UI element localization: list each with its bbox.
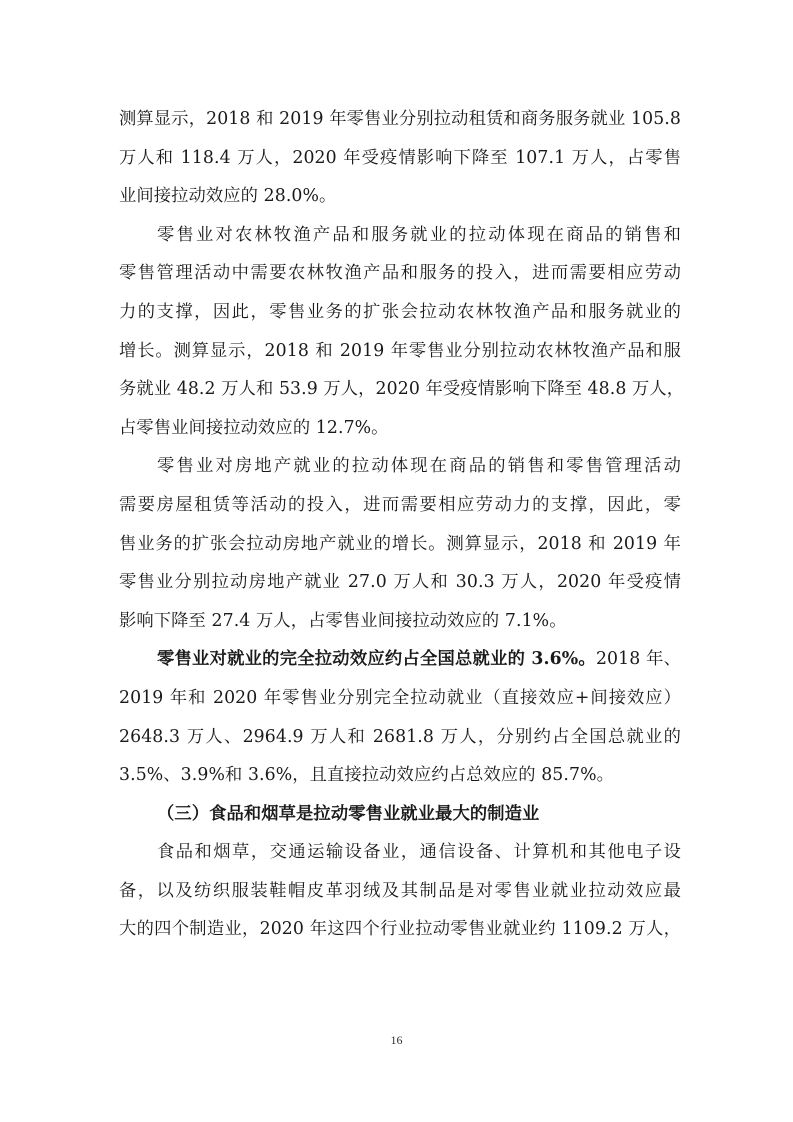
text-line: 零售业对房地产就业的拉动体现在商品的销售和零售管理活动	[157, 456, 681, 477]
page-number: 16	[390, 1033, 403, 1047]
text-line: 增长。测算显示，2018 和 2019 年零售业分别拉动农林牧渔产品和服	[119, 340, 681, 361]
text-line: 2648.3 万人、2964.9 万人和 2681.8 万人，分别约占全国总就业的	[119, 726, 681, 747]
text-line: 备，以及纺织服装鞋帽皮革羽绒及其制品是对零售业就业拉动效应最	[119, 880, 681, 901]
text-line: 零售业对农林牧渔产品和服务就业的拉动体现在商品的销售和	[157, 224, 681, 245]
text-line: 业间接拉动效应的 28.0%。	[119, 186, 337, 207]
text-line: 占零售业间接拉动效应的 12.7%。	[119, 417, 389, 438]
text-line: 食品和烟草，交通运输设备业，通信设备、计算机和其他电子设	[157, 842, 681, 863]
paragraph-agriculture	[119, 216, 685, 448]
text-line: 力的支撑，因此，零售业务的扩张会拉动农林牧渔产品和服务就业的	[119, 301, 681, 322]
section-heading: （三）食品和烟草是拉动零售业就业最大的制造业	[157, 803, 540, 824]
paragraph-rental-business-services	[119, 100, 681, 216]
paragraph-manufacturing	[119, 833, 681, 949]
text-line: 零售业分别拉动房地产就业 27.0 万人和 30.3 万人，2020 年受疫情	[119, 572, 681, 593]
text-line: 测算显示，2018 和 2019 年零售业分别拉动租赁和商务服务就业 105.8	[119, 109, 681, 129]
paragraph-real-estate	[119, 447, 681, 640]
key-finding-text: 零售业对就业的完全拉动效应约占全国总就业的 3.6%。	[157, 649, 596, 670]
text-line: 大的四个制造业，2020 年这四个行业拉动零售业就业约 1109.2 万人，	[119, 919, 681, 940]
text-line: 影响下降至 27.4 万人，占零售业间接拉动效应的 7.1%。	[119, 610, 567, 631]
document-body	[119, 100, 685, 949]
text-run: 2018 年、	[595, 649, 681, 670]
text-line: 务就业 48.2 万人和 53.9 万人，2020 年受疫情影响下降至 48.8 万人，	[119, 379, 685, 400]
text-line: 需要房屋租赁等活动的投入，进而需要相应劳动力的支撑，因此，零	[119, 494, 681, 515]
text-line: 2019 年和 2020 年零售业分别完全拉动就业（直接效应+间接效应）	[119, 687, 681, 708]
paragraph-total-effect	[119, 640, 681, 794]
text-line: 零售管理活动中需要农林牧渔产品和服务的投入，进而需要相应劳动	[119, 263, 681, 284]
text-line: 3.5%、3.9%和 3.6%，且直接拉动效应约占总效应的 85.7%。	[119, 765, 614, 786]
text-line	[119, 640, 681, 679]
text-line: 万人和 118.4 万人，2020 年受疫情影响下降至 107.1 万人，占零售	[119, 147, 681, 168]
text-line: 售业务的扩张会拉动房地产就业的增长。测算显示，2018 和 2019 年	[119, 533, 681, 554]
